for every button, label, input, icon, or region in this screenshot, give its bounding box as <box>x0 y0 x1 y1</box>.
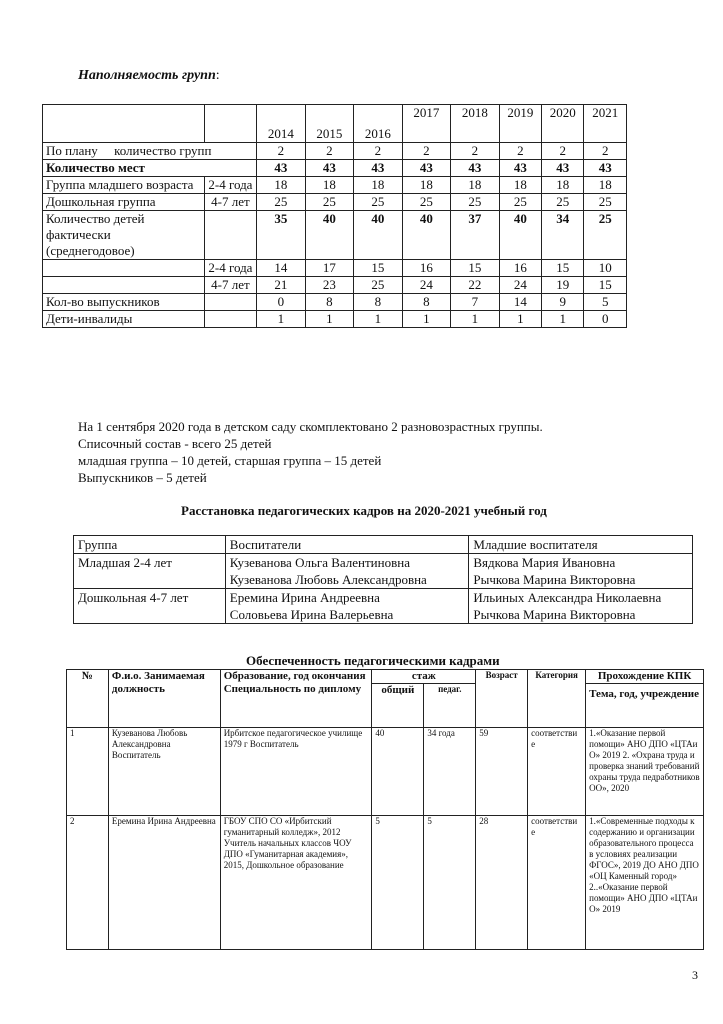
cell: 15 <box>584 277 627 294</box>
cell: 43 <box>257 160 305 177</box>
disabled-row <box>43 311 627 328</box>
row-label: Дети-инвалиды <box>43 311 205 328</box>
cell: 43 <box>542 160 584 177</box>
paragraph-line: Выпускников – 5 детей <box>78 470 207 485</box>
section-heading-group-occupancy <box>78 68 220 84</box>
cell-category: соответстви е <box>528 816 586 950</box>
year-header: 2018 <box>451 105 499 143</box>
row-label: Количество детей фактически (среднегодовое) <box>43 211 205 260</box>
cell: 43 <box>499 160 541 177</box>
cell: 25 <box>305 194 353 211</box>
cell: 2 <box>257 143 305 160</box>
heading-text: Наполняемость групп <box>78 68 216 83</box>
column-header: Категория <box>528 670 586 728</box>
cell: 43 <box>305 160 353 177</box>
cell-total: 40 <box>372 728 424 816</box>
junior-name: Ильиных Александра Николаевна <box>473 590 662 605</box>
column-header: Группа <box>74 536 226 554</box>
column-header: № <box>67 670 109 728</box>
cell: 1 <box>542 311 584 328</box>
header-empty-cell <box>43 105 205 143</box>
cell: 43 <box>451 160 499 177</box>
empty-cell <box>204 311 257 328</box>
row-label: Кол-во выпускников <box>43 294 205 311</box>
year-header: 2015 <box>305 105 353 143</box>
junior-name: Рычкова Марина Викторовна <box>473 572 636 587</box>
teacher-name: Соловьева Ирина Валерьевна <box>229 607 394 622</box>
cell: 24 <box>499 277 541 294</box>
staff-placement-table <box>73 535 693 624</box>
year-header: 2014 <box>257 105 305 143</box>
year-header: 2019 <box>499 105 541 143</box>
paragraph-line: Списочный состав - всего 25 детей <box>78 436 272 451</box>
cell: 1 <box>451 311 499 328</box>
cell: 18 <box>542 177 584 194</box>
teachers-cell <box>225 589 469 624</box>
cell: 40 <box>499 211 541 260</box>
actual-preschool-row <box>43 277 627 294</box>
year-header-row <box>43 105 627 143</box>
cell: 23 <box>305 277 353 294</box>
plan-label-2: количество групп <box>114 143 212 158</box>
empty-cell <box>204 294 257 311</box>
cell: 2 <box>499 143 541 160</box>
cell: 2 <box>402 143 450 160</box>
actual-row <box>43 211 627 260</box>
table-row <box>74 554 693 589</box>
teacher-name: Еремина Ирина Андреевна <box>229 590 380 605</box>
cell: 1 <box>305 311 353 328</box>
cell: 18 <box>402 177 450 194</box>
cell: 25 <box>354 194 402 211</box>
teacher-name: Кузеванова Ольга Валентиновна <box>229 555 410 570</box>
cell: 19 <box>542 277 584 294</box>
cell-fio: Кузеванова Любовь Александровна Воспитатель <box>108 728 220 816</box>
cell: 35 <box>257 211 305 260</box>
cell: 16 <box>402 260 450 277</box>
column-header: Образование, год окончания Специальность по диплому <box>220 670 372 728</box>
preschool-row <box>43 194 627 211</box>
column-subheader: Тема, год, учреждение <box>586 684 704 728</box>
age-cell: 4-7 лет <box>204 194 257 211</box>
year-header: 2021 <box>584 105 627 143</box>
cell-total: 5 <box>372 816 424 950</box>
cell-age: 28 <box>476 816 528 950</box>
junior-name: Вядкова Мария Ивановна <box>473 555 616 570</box>
row-label: Дошкольная группа <box>43 194 205 211</box>
junior-row <box>43 177 627 194</box>
column-header: Воспитатели <box>225 536 469 554</box>
cell: 7 <box>451 294 499 311</box>
staffing-table <box>66 669 704 950</box>
cell: 18 <box>354 177 402 194</box>
cell-kpk: 1.«Современные подходы к содержанию и организации образовательного процесса в условиях реализации ФГОС», 2019 ДО АНО ДПО «ОЦ Каменный город» 2..«Оказание первой помощи» АНО ДПО «ЦТАи О» 2019 <box>586 816 704 950</box>
empty-cell <box>43 277 205 294</box>
heading-colon: : <box>215 68 220 83</box>
cell: 25 <box>499 194 541 211</box>
row-label: Количество мест <box>43 160 257 177</box>
cell: 1 <box>354 311 402 328</box>
column-header: Ф.и.о. Занимаемая должность <box>108 670 220 728</box>
cell: 10 <box>584 260 627 277</box>
column-header: Возраст <box>476 670 528 728</box>
cell-ped: 34 года <box>424 728 476 816</box>
cell: 15 <box>542 260 584 277</box>
teacher-name: Кузеванова Любовь Александровна <box>229 572 427 587</box>
column-header: Прохождение КПК <box>586 670 704 684</box>
cell: 0 <box>257 294 305 311</box>
graduates-row <box>43 294 627 311</box>
cell: 17 <box>305 260 353 277</box>
cell: 18 <box>584 177 627 194</box>
age-cell: 2-4 года <box>204 177 257 194</box>
cell: 8 <box>354 294 402 311</box>
cell: 25 <box>257 194 305 211</box>
cell: 1 <box>499 311 541 328</box>
cell-category: соответстви е <box>528 728 586 816</box>
cell: 18 <box>257 177 305 194</box>
plan-row <box>43 143 627 160</box>
cell-edu: Ирбитское педагогическое училище 1979 г Воспитатель <box>220 728 372 816</box>
cell: 8 <box>305 294 353 311</box>
column-header: Младшие воспитателя <box>469 536 693 554</box>
junior-name: Рычкова Марина Викторовна <box>473 607 636 622</box>
cell-num: 2 <box>67 816 109 950</box>
staffing-heading: Обеспеченность педагогическими кадрами <box>246 653 500 668</box>
cell-edu: ГБОУ СПО СО «Ирбитский гуманитарный колледж», 2012 Учитель начальных классов ЧОУ ДПО «Гуманитарная академия», 2015, Дошкольное образование <box>220 816 372 950</box>
cell-num: 1 <box>67 728 109 816</box>
column-header: стаж <box>372 670 476 684</box>
juniors-cell <box>469 589 693 624</box>
header-row-1 <box>67 670 704 684</box>
table-row <box>74 589 693 624</box>
group-occupancy-table <box>42 104 627 328</box>
cell: 2 <box>354 143 402 160</box>
cell-ped: 5 <box>424 816 476 950</box>
cell: 37 <box>451 211 499 260</box>
cell: 18 <box>499 177 541 194</box>
cell: 25 <box>402 194 450 211</box>
cell: 8 <box>402 294 450 311</box>
cell: 2 <box>542 143 584 160</box>
staff-placement-heading: Расстановка педагогических кадров на 2020-2021 учебный год <box>181 503 547 518</box>
cell: 15 <box>451 260 499 277</box>
actual-junior-row <box>43 260 627 277</box>
age-cell: 4-7 лет <box>204 277 257 294</box>
page-number: 3 <box>692 968 698 982</box>
paragraph-line: На 1 сентября 2020 года в детском саду скомплектовано 2 разновозрастных группы. <box>78 419 543 434</box>
cell: 2 <box>305 143 353 160</box>
cell: 2 <box>584 143 627 160</box>
group-cell: Дошкольная 4-7 лет <box>74 589 226 624</box>
cell-kpk: 1.«Оказание первой помощи» АНО ДПО «ЦТАи О» 2019 2. «Охрана труда и проверка знаний требований охраны труда педработников ОО», 2020 <box>586 728 704 816</box>
column-subheader: педаг. <box>424 684 476 728</box>
empty-cell <box>43 260 205 277</box>
cell: 43 <box>354 160 402 177</box>
header-empty-cell <box>204 105 257 143</box>
cell: 34 <box>542 211 584 260</box>
cell: 21 <box>257 277 305 294</box>
teachers-cell <box>225 554 469 589</box>
table-row <box>67 816 704 950</box>
cell: 5 <box>584 294 627 311</box>
cell: 24 <box>402 277 450 294</box>
cell: 25 <box>584 211 627 260</box>
cell: 40 <box>354 211 402 260</box>
cell: 14 <box>499 294 541 311</box>
header-row <box>74 536 693 554</box>
cell: 15 <box>354 260 402 277</box>
cell: 9 <box>542 294 584 311</box>
column-subheader: общий <box>372 684 424 728</box>
cell: 25 <box>584 194 627 211</box>
juniors-cell <box>469 554 693 589</box>
cell-age: 59 <box>476 728 528 816</box>
group-cell: Младшая 2-4 лет <box>74 554 226 589</box>
year-header: 2017 <box>402 105 450 143</box>
cell: 25 <box>542 194 584 211</box>
cell: 43 <box>402 160 450 177</box>
cell: 14 <box>257 260 305 277</box>
cell: 18 <box>305 177 353 194</box>
cell: 2 <box>451 143 499 160</box>
table-row <box>67 728 704 816</box>
row-label <box>43 143 257 160</box>
empty-cell <box>204 211 257 260</box>
row-label: Группа младшего возраста <box>43 177 205 194</box>
cell-fio: Еремина Ирина Андреевна <box>108 816 220 950</box>
paragraph-line: младшая группа – 10 детей, старшая группа – 15 детей <box>78 453 382 468</box>
plan-label: По плану <box>46 143 98 158</box>
year-header: 2020 <box>542 105 584 143</box>
age-cell: 2-4 года <box>204 260 257 277</box>
year-header: 2016 <box>354 105 402 143</box>
cell: 22 <box>451 277 499 294</box>
cell: 1 <box>257 311 305 328</box>
cell: 1 <box>402 311 450 328</box>
cell: 0 <box>584 311 627 328</box>
cell: 25 <box>451 194 499 211</box>
cell: 40 <box>402 211 450 260</box>
places-row <box>43 160 627 177</box>
cell: 40 <box>305 211 353 260</box>
cell: 25 <box>354 277 402 294</box>
cell: 43 <box>584 160 627 177</box>
cell: 18 <box>451 177 499 194</box>
cell: 16 <box>499 260 541 277</box>
